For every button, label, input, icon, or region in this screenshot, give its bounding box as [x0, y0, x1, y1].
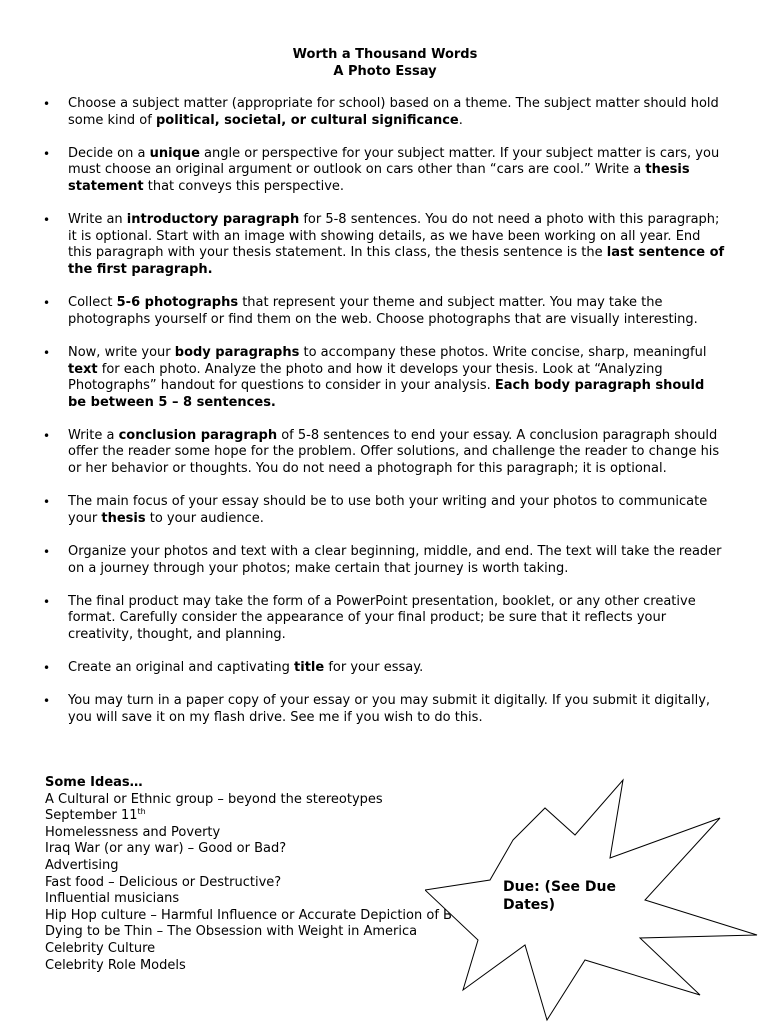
ideas-heading: Some Ideas… [45, 775, 143, 790]
idea-item: Hip Hop culture – Harmful Influence or Accurate Depiction of B [45, 907, 452, 923]
instruction-list [0, 96, 770, 743]
bullet-marker: • [43, 594, 51, 609]
instruction-text [68, 544, 722, 576]
due-date-label: Due: (See Due Dates) [503, 879, 616, 913]
bullet-marker: • [43, 694, 51, 709]
bullet-marker: • [43, 97, 51, 111]
text-segment: Choose a subject matter (appropriate for school) based on a theme. The subject matter should hold some kind of [68, 96, 719, 128]
text-segment: Write a [68, 427, 119, 443]
emphasis-text: body paragraphs [174, 344, 300, 360]
text-segment: Write an [68, 212, 127, 228]
emphasis-text: Each body paragraph should be between 5 – 8 sentences. [68, 378, 705, 410]
instruction-item [0, 494, 770, 527]
instruction-item [0, 345, 770, 411]
instruction-item [0, 693, 770, 726]
instruction-text [68, 345, 706, 410]
instruction-text [68, 494, 707, 526]
idea-item: Homelessness and Poverty [45, 824, 221, 840]
text-segment: that represent your theme and subject matter. You may take the photographs yourself or find them on the web. Choose photographs that are visually interesting. [68, 295, 698, 327]
bullet-marker: • [43, 296, 51, 311]
text-segment: Now, write your [68, 344, 175, 360]
bullet-marker: • [43, 146, 51, 161]
document-subtitle: A Photo Essay [333, 63, 437, 79]
emphasis-text: conclusion paragraph [118, 427, 278, 443]
instruction-item [0, 146, 770, 196]
instruction-item [0, 660, 770, 677]
instruction-item [0, 594, 770, 644]
idea-item: A Cultural or Ethnic group – beyond the stereotypes [45, 791, 383, 807]
text-segment: . [458, 112, 463, 128]
instruction-item [0, 544, 770, 577]
emphasis-text: political, societal, or cultural significance [155, 112, 459, 128]
instruction-text [68, 428, 719, 476]
instruction-text [68, 212, 724, 277]
bullet-marker: • [43, 428, 51, 443]
emphasis-text: text [68, 361, 98, 377]
idea-item: Celebrity Culture [45, 940, 156, 956]
text-segment: to your audience. [145, 510, 264, 526]
emphasis-text: thesis statement [68, 162, 690, 194]
text-segment: Collect [68, 295, 117, 311]
bullet-marker: • [43, 661, 51, 676]
idea-item: Fast food – Delicious or Destructive? [45, 874, 282, 890]
emphasis-text: title [294, 660, 325, 676]
ordinal-suffix: th [137, 807, 146, 817]
emphasis-text: 5-6 photographs [116, 295, 239, 311]
idea-item: Dying to be Thin – The Obsession with Weight in America [45, 924, 418, 940]
instruction-item [0, 96, 770, 129]
emphasis-text: unique [149, 145, 200, 161]
document-title-block [0, 47, 770, 80]
text-segment: Create an original and captivating [68, 660, 295, 676]
document-title: Worth a Thousand Words [292, 47, 478, 62]
instruction-item [0, 295, 770, 328]
instruction-text [68, 295, 698, 327]
instruction-text [68, 96, 719, 128]
text-segment: for each photo. Analyze the photo and how it develops your thesis. Look at “Analyzing Photographs” handout for questions to consider in your analysis. [68, 361, 663, 394]
text-segment: The final product may take the form of a PowerPoint presentation, booklet, or any other creative format. Carefully consider the appearance of your final product; be sure that it reflects your creativity, thought, and planning. [68, 593, 696, 642]
idea-item: Advertising [45, 857, 119, 873]
text-segment: The main focus of your essay should be to use both your writing and your photos to communicate your [68, 494, 708, 526]
text-segment: Organize your photos and text with a clear beginning, middle, and end. The text will take the reader on a journey through your photos; make certain that journey is worth taking. [68, 544, 722, 576]
instruction-text [68, 146, 719, 194]
instruction-text [68, 594, 696, 642]
bullet-marker: • [43, 345, 51, 360]
text-segment: of 5-8 sentences to end your essay. A conclusion paragraph should offer the reader some hope for the problem. Offer solutions, and challenge the reader to change his or her behavior or thoughts. You do not need a photograph for this paragraph; it is optional. [68, 427, 720, 477]
instruction-text [68, 660, 423, 675]
instruction-item [0, 428, 770, 478]
text-segment: for 5-8 sentences. You do not need a photo with this paragraph; it is optional. Start with an image with showing details, as we have been working on all year. End this paragraph with your thesis statement. In this class, the thesis sentence is the [68, 212, 720, 261]
idea-item: Iraq War (or any war) – Good or Bad? [45, 841, 287, 857]
idea-item-text: September 11 [45, 808, 138, 824]
bullet-marker: • [43, 213, 51, 228]
text-segment: to accompany these photos. Write concise, sharp, meaningful [299, 344, 707, 360]
text-segment: that conveys this perspective. [143, 178, 345, 194]
bullet-marker: • [43, 545, 51, 560]
emphasis-text: introductory paragraph [126, 212, 300, 228]
text-segment: You may turn in a paper copy of your essay or you may submit it digitally. If you submit it digitally, you will save it on my flash drive. See me if you wish to do this. [68, 693, 711, 725]
idea-item: Influential musicians [45, 891, 180, 907]
instruction-item [0, 212, 770, 278]
bullet-marker: • [43, 495, 51, 510]
emphasis-text: thesis [101, 510, 146, 526]
text-segment: angle or perspective for your subject matter. If your subject matter is cars, you must choose an original argument or outlook on cars other than “cars are cool.” Write a [68, 145, 720, 178]
idea-item: Celebrity Role Models [45, 957, 186, 973]
text-segment: for your essay. [324, 660, 424, 676]
emphasis-text: last sentence of the first paragraph. [68, 245, 725, 277]
text-segment: Decide on a [68, 145, 150, 161]
instruction-text [68, 693, 710, 725]
